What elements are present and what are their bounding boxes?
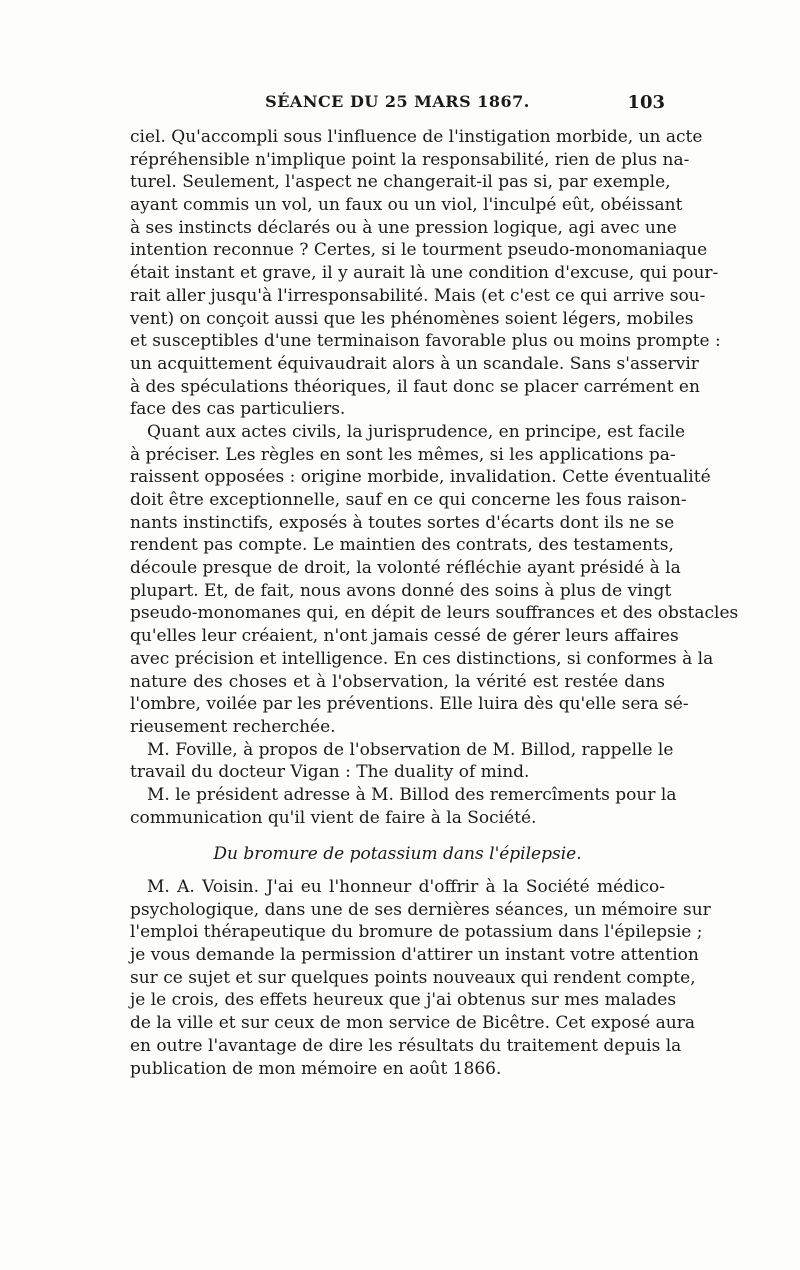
text-line: rendent pas compte. Le maintien des contrats, des testaments, — [130, 535, 674, 556]
text-line: à des spéculations théoriques, il faut donc se placer carrément en — [130, 376, 700, 397]
text-line: face des cas particuliers. — [130, 399, 346, 420]
text-line: un acquittement équivaudrait alors à un scandale. Sans s'asservir — [130, 353, 699, 374]
text-line: qu'elles leur créaient, n'ont jamais cessé de gérer leurs affaires — [130, 626, 679, 647]
text-line: répréhensible n'implique point la responsabilité, rien de plus na- — [130, 149, 690, 170]
text-line: avec précision et intelligence. En ces distinctions, si conformes à la — [130, 648, 714, 669]
text-line: ciel. Qu'accompli sous l'influence de l'instigation morbide, un acte — [130, 127, 703, 147]
text-line: plupart. Et, de fait, nous avons donné des soins à plus de vingt — [130, 580, 672, 601]
text-line: en outre l'avantage de dire les résultats du traitement depuis la — [130, 1035, 682, 1056]
text-line: à préciser. Les règles en sont les mêmes, si les applications pa- — [130, 444, 676, 465]
text-line: de la ville et sur ceux de mon service de Bicêtre. Cet exposé aura — [130, 1013, 696, 1034]
page-number: 103 — [627, 92, 665, 113]
text-line: ayant commis un vol, un faux ou un viol, l'inculpé eût, obéissant — [130, 195, 683, 216]
text-line: M. Foville, à propos de l'observation de M. Billod, rappelle le — [147, 739, 674, 760]
text-line: rait aller jusqu'à l'irresponsabilité. Mais (et c'est ce qui arrive sou- — [130, 285, 706, 306]
section-heading: Du bromure de potassium dans l'épilepsie. — [213, 844, 582, 865]
text-line: à ses instincts déclarés ou à une pression logique, agi avec une — [130, 217, 677, 238]
running-head: SÉANCE DU 25 MARS 1867. — [265, 92, 530, 111]
text-line: publication de mon mémoire en août 1866. — [130, 1058, 502, 1079]
text-line: psychologique, dans une de ses dernières séances, un mémoire sur — [130, 899, 711, 920]
text-line: Quant aux actes civils, la jurisprudence, en principe, est facile — [147, 421, 686, 442]
text-line: communication qu'il vient de faire à la Société. — [130, 807, 537, 828]
text-line: pseudo-monomanes qui, en dépit de leurs souffrances et des obstacles — [130, 603, 739, 624]
text-line: rieusement recherchée. — [130, 716, 336, 737]
text-line: je vous demande la permission d'attirer un instant votre attention — [130, 945, 699, 966]
text-line: vent) on conçoit aussi que les phénomènes soient légers, mobiles — [130, 308, 694, 329]
text-line: et susceptibles d'une terminaison favorable plus ou moins prompte : — [130, 331, 721, 352]
text-line: raissent opposées : origine morbide, invalidation. Cette éventualité — [130, 467, 711, 488]
text-line: découle presque de droit, la volonté réfléchie ayant présidé à la — [130, 558, 681, 579]
text-line: nature des choses et à l'observation, la vérité est restée dans — [130, 671, 665, 692]
text-line: doit être exceptionnelle, sauf en ce qui concerne les fous raison- — [130, 490, 687, 510]
text-line: M. A. Voisin. J'ai eu l'honneur d'offrir à la Société médico- — [147, 877, 665, 897]
text-line: nants instinctifs, exposés à toutes sortes d'écarts dont ils ne se — [130, 512, 675, 533]
text-line: était instant et grave, il y aurait là une condition d'excuse, qui pour- — [130, 263, 719, 284]
text-line: sur ce sujet et sur quelques points nouveaux qui rendent compte, — [130, 967, 696, 988]
text-line: l'emploi thérapeutique du bromure de potassium dans l'épilepsie ; — [130, 922, 703, 943]
text-line: M. le président adresse à M. Billod des remercîments pour la — [147, 784, 677, 805]
page-header — [130, 92, 665, 116]
text-line: l'ombre, voilée par les préventions. Elle luira dès qu'elle sera sé- — [130, 694, 689, 715]
text-line: turel. Seulement, l'aspect ne changerait-il pas si, par exemple, — [130, 172, 671, 193]
text-line: intention reconnue ? Certes, si le tourment pseudo-monomaniaque — [130, 240, 708, 261]
text-line: travail du docteur Vigan : The duality of mind. — [130, 762, 530, 783]
text-line: je le crois, des effets heureux que j'ai obtenus sur mes malades — [130, 990, 677, 1011]
body-text — [130, 126, 739, 1080]
